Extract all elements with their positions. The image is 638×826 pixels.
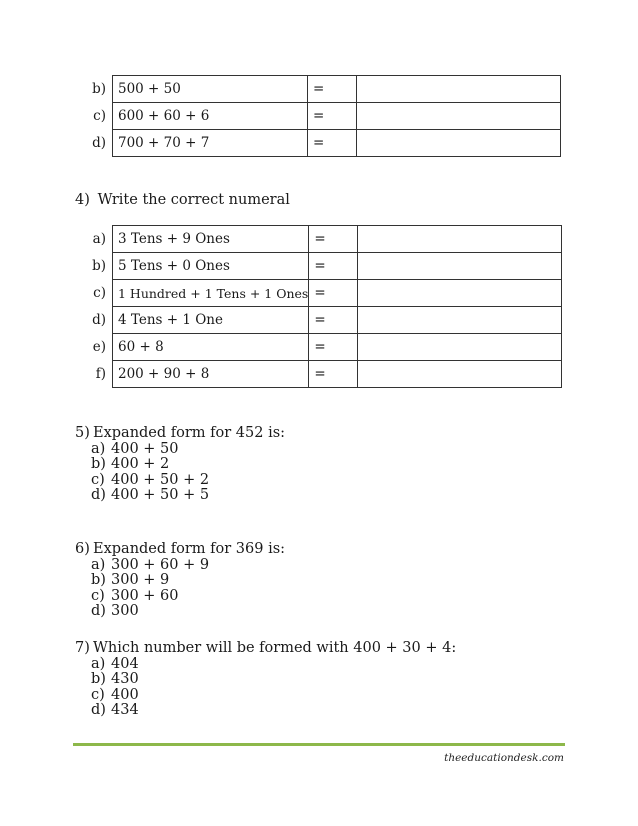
option-text: 434: [111, 702, 139, 718]
equals-sign: =: [309, 226, 358, 253]
table-row: [78, 226, 562, 253]
row-label: f): [95, 366, 106, 382]
question-heading: [75, 542, 285, 558]
table-write-numeral: [78, 225, 562, 388]
equals-sign: =: [309, 334, 358, 361]
option-label: d): [91, 487, 106, 503]
question-number: 5): [75, 425, 90, 441]
question-6: [75, 542, 285, 620]
option-label: b): [91, 456, 106, 472]
question-heading: [75, 426, 285, 442]
row-label: d): [92, 312, 106, 328]
row-expression: 200 + 90 + 8: [113, 361, 309, 388]
row-expression: 60 + 8: [113, 334, 309, 361]
answer-cell[interactable]: [358, 334, 562, 361]
question-heading: [75, 641, 456, 657]
option-text: 400 + 2: [111, 456, 170, 472]
option-label: a): [91, 556, 106, 573]
option-item[interactable]: [75, 442, 285, 458]
question-text: Expanded form for 369 is:: [93, 541, 286, 557]
question-number: 6): [75, 541, 90, 557]
option-item[interactable]: [75, 672, 456, 688]
option-label: d): [91, 702, 106, 718]
option-item[interactable]: [75, 688, 456, 704]
option-text: 300 + 60 + 9: [111, 556, 210, 573]
option-label: a): [91, 440, 106, 457]
question-number: 7): [75, 640, 90, 656]
answer-cell[interactable]: [358, 361, 562, 388]
option-label: c): [91, 587, 105, 604]
row-expression: 500 + 50: [113, 76, 308, 103]
footer-divider: [73, 743, 565, 746]
table-row: [78, 130, 561, 157]
table-row: [78, 76, 561, 103]
question-text: Expanded form for 452 is:: [93, 425, 286, 441]
table-expanded-sums: [78, 75, 561, 157]
equals-sign: =: [308, 76, 357, 103]
row-expression: 600 + 60 + 6: [113, 103, 308, 130]
option-label: b): [91, 572, 106, 588]
question-number: 4): [75, 192, 90, 208]
option-text: 430: [111, 671, 139, 687]
row-expression: 5 Tens + 0 Ones: [113, 253, 309, 280]
option-text: 400 + 50: [111, 440, 179, 457]
question-text: Write the correct numeral: [97, 192, 290, 208]
option-text: 300 + 60: [111, 587, 179, 604]
option-item[interactable]: [75, 457, 285, 473]
option-label: a): [91, 655, 106, 672]
equals-sign: =: [308, 103, 357, 130]
table-row: [78, 307, 562, 334]
option-label: d): [91, 603, 106, 619]
option-item[interactable]: [75, 473, 285, 489]
option-text: 400 + 50 + 2: [111, 471, 210, 488]
row-label: b): [92, 258, 106, 274]
option-text: 400: [111, 686, 139, 703]
question-text: Which number will be formed with 400 + 30 + 4:: [93, 640, 457, 656]
table-row: [78, 253, 562, 280]
option-item[interactable]: [75, 604, 285, 620]
answer-cell[interactable]: [358, 226, 562, 253]
answer-cell[interactable]: [358, 280, 562, 307]
row-label: b): [92, 81, 106, 97]
table-row: [78, 280, 562, 307]
option-item[interactable]: [75, 589, 285, 605]
question-4-heading: [75, 193, 290, 209]
row-expression: 4 Tens + 1 One: [113, 307, 309, 334]
answer-cell[interactable]: [357, 103, 561, 130]
answer-cell[interactable]: [358, 253, 562, 280]
option-text: 404: [111, 655, 139, 672]
question-7: [75, 641, 456, 719]
equals-sign: =: [309, 280, 358, 307]
option-item[interactable]: [75, 573, 285, 589]
table-row: [78, 103, 561, 130]
option-item[interactable]: [75, 558, 285, 574]
option-text: 300 + 9: [111, 572, 170, 588]
option-label: c): [91, 471, 105, 488]
row-label: a): [92, 231, 106, 247]
table-row: [78, 334, 562, 361]
row-label: c): [93, 108, 106, 124]
row-expression: 3 Tens + 9 Ones: [113, 226, 309, 253]
question-5: [75, 426, 285, 504]
answer-cell[interactable]: [358, 307, 562, 334]
row-expression: 700 + 70 + 7: [113, 130, 308, 157]
row-label: d): [92, 135, 106, 151]
row-label: c): [93, 285, 106, 301]
equals-sign: =: [309, 253, 358, 280]
row-expression: 1 Hundred + 1 Tens + 1 Ones: [113, 280, 309, 307]
option-label: c): [91, 686, 105, 703]
equals-sign: =: [308, 130, 357, 157]
row-label: e): [92, 339, 106, 355]
option-text: 300: [111, 603, 139, 619]
answer-cell[interactable]: [357, 76, 561, 103]
footer-site: theeducationdesk.com: [444, 752, 564, 764]
answer-cell[interactable]: [357, 130, 561, 157]
table-row: [78, 361, 562, 388]
option-label: b): [91, 671, 106, 687]
option-item[interactable]: [75, 488, 285, 504]
option-item[interactable]: [75, 657, 456, 673]
option-item[interactable]: [75, 703, 456, 719]
equals-sign: =: [309, 361, 358, 388]
equals-sign: =: [309, 307, 358, 334]
option-text: 400 + 50 + 5: [111, 487, 210, 503]
